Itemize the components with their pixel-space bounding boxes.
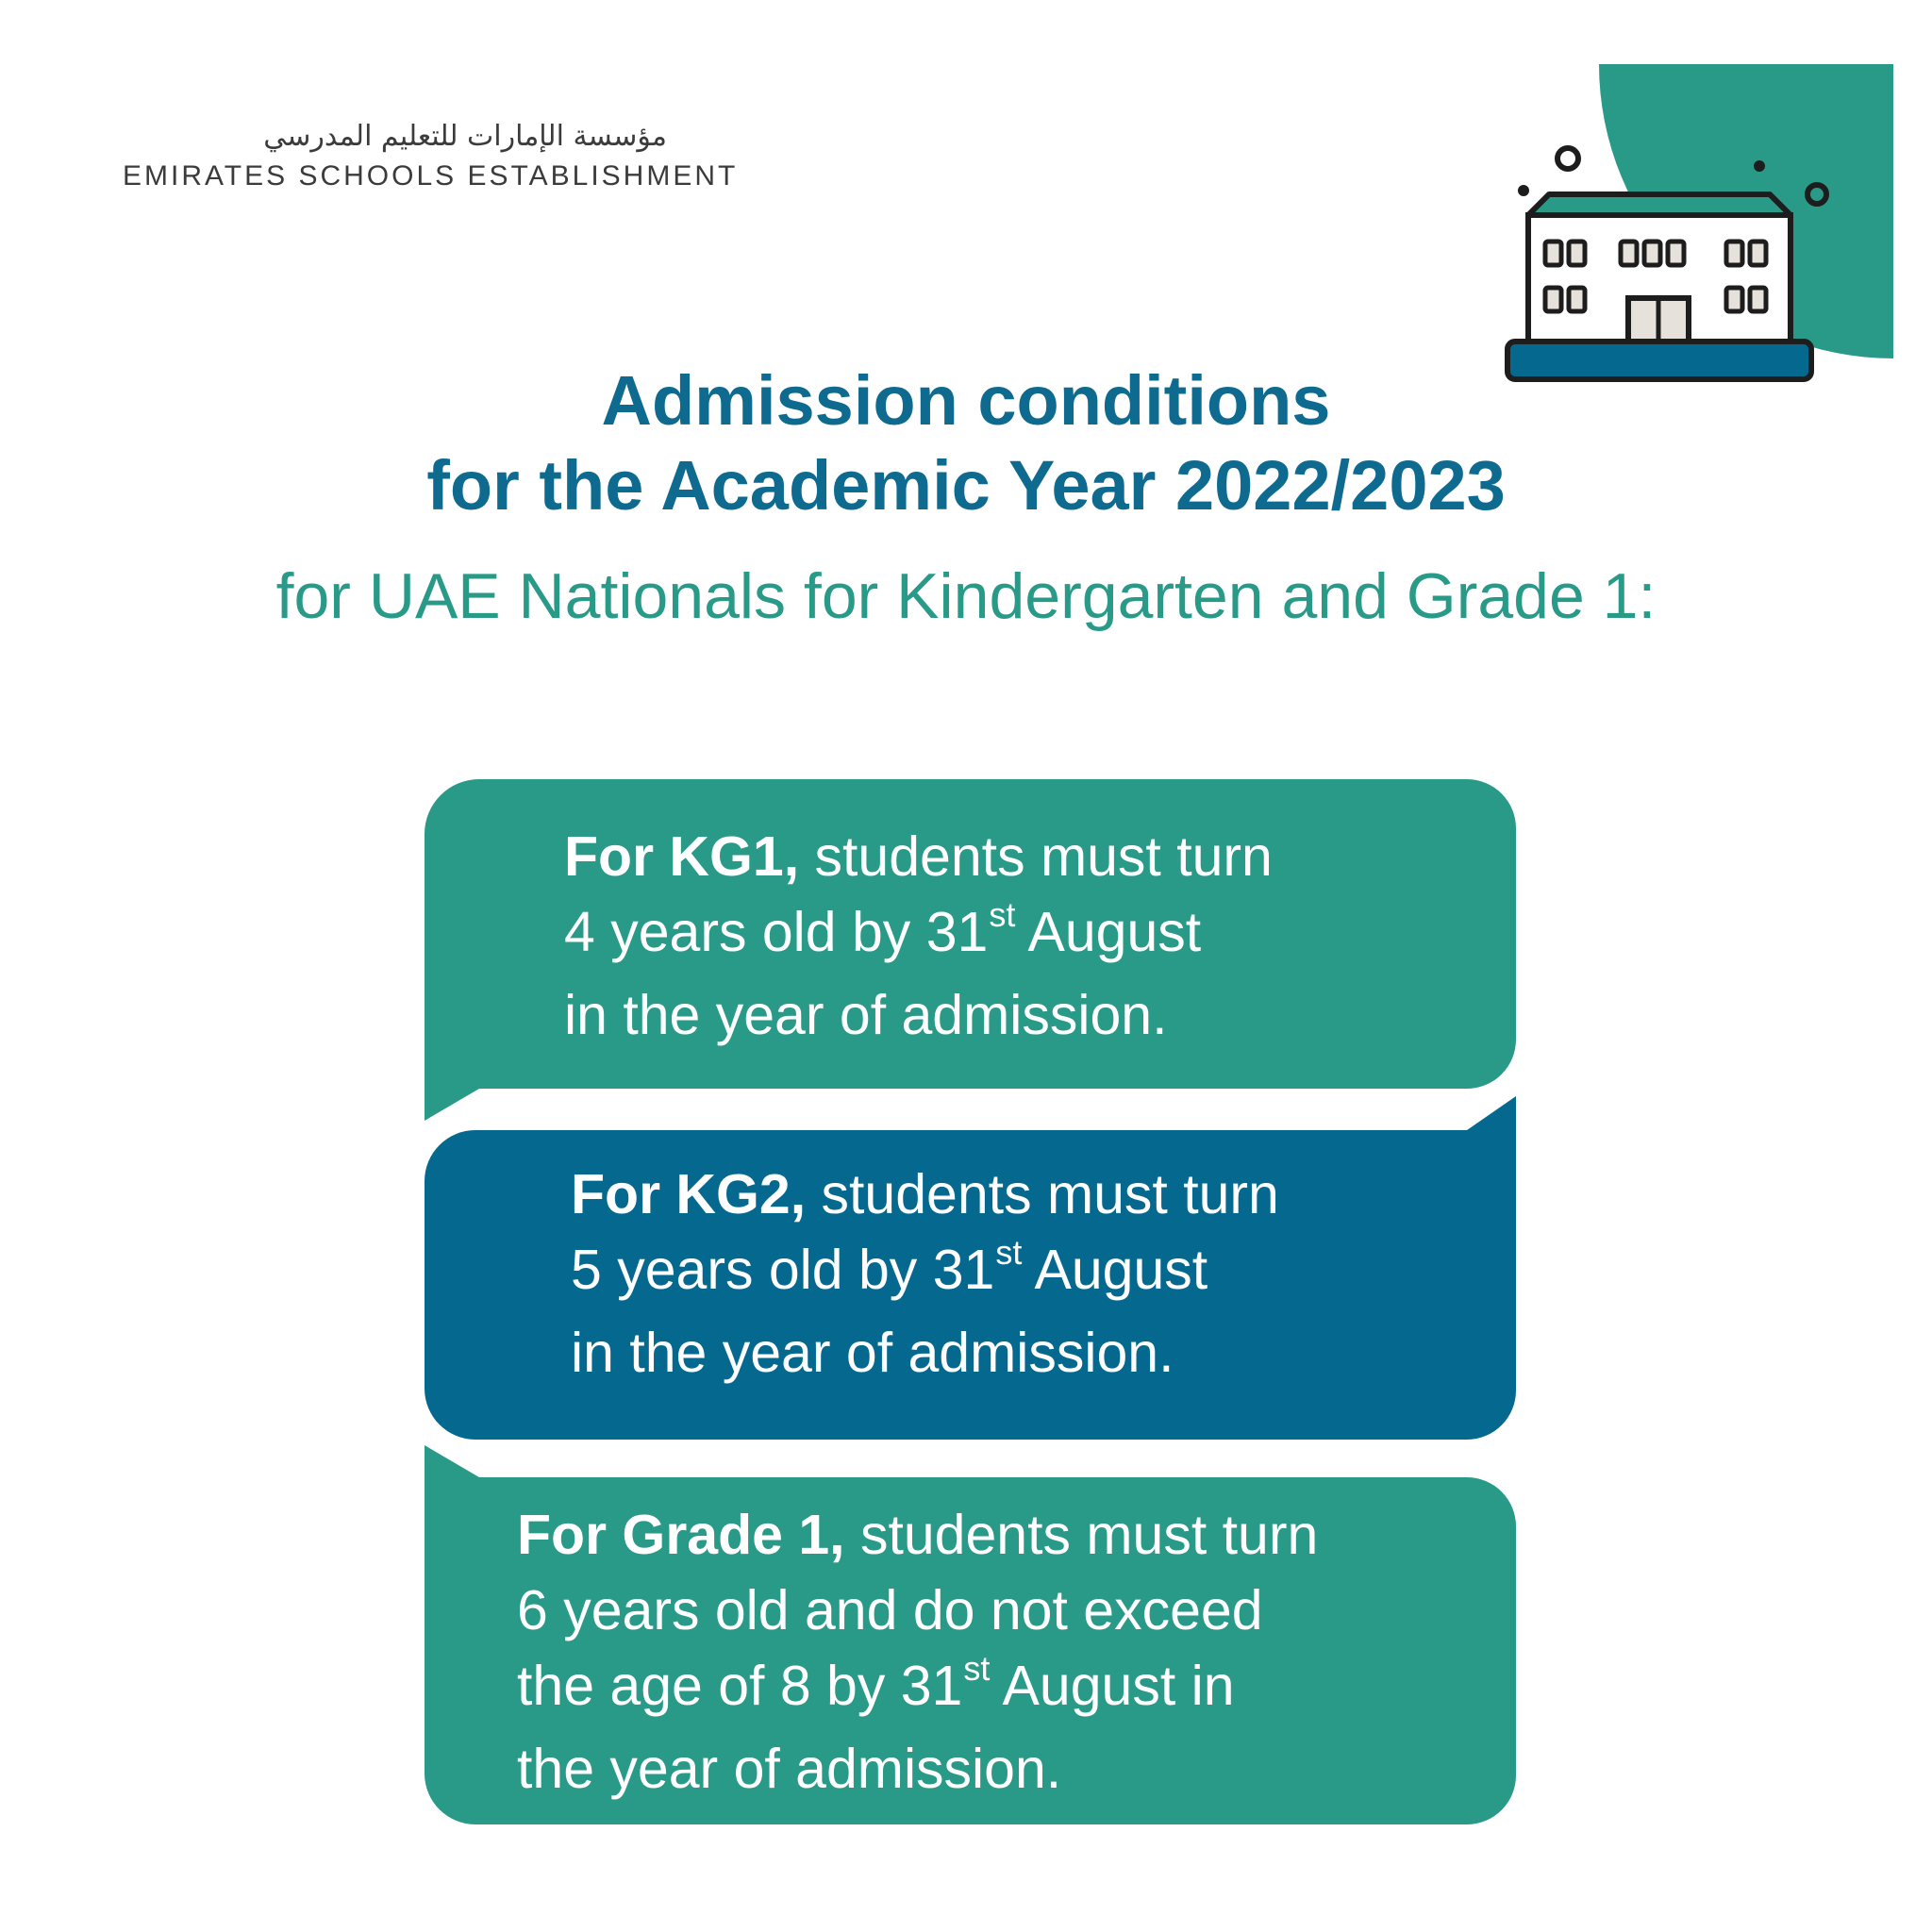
card-grade1-heading: For Grade 1,	[517, 1504, 845, 1566]
card-grade1-line-1: For Grade 1, students must turn	[517, 1504, 1319, 1566]
logo-english-name: EMIRATES SCHOOLS ESTABLISHMENT	[123, 160, 739, 192]
card-kg2-heading: For KG2,	[571, 1163, 807, 1225]
page-subtitle: for UAE Nationals for Kindergarten and Grade 1:	[275, 560, 1657, 632]
card-grade1	[517, 1497, 1318, 1807]
title-line-1: Admission conditions	[601, 361, 1331, 440]
card-kg1-line-3: in the year of admission.	[564, 984, 1168, 1046]
logo-arabic-name: مؤسسة الإمارات للتعليم المدرسي	[263, 120, 667, 153]
card-kg1-heading: For KG1,	[564, 825, 800, 888]
card-grade1-line-2: 6 years old and do not exceed	[517, 1579, 1263, 1641]
card-kg1-line-1: For KG1, students must turn	[564, 825, 1273, 888]
card-grade1-line-4: the year of admission.	[517, 1738, 1062, 1800]
card-kg1	[564, 819, 1273, 1053]
card-kg2-line-1: For KG2, students must turn	[571, 1163, 1279, 1225]
title-line-2: for the Academic Year 2022/2023	[426, 446, 1506, 525]
card-grade1-line-3: the age of 8 by 31st August in	[517, 1649, 1235, 1717]
card-kg2-line-3: in the year of admission.	[571, 1322, 1174, 1384]
card-kg1-line-2: 4 years old by 31st August	[564, 895, 1202, 963]
card-kg2	[571, 1157, 1279, 1391]
card-kg2-line-2: 5 years old by 31st August	[571, 1233, 1208, 1301]
